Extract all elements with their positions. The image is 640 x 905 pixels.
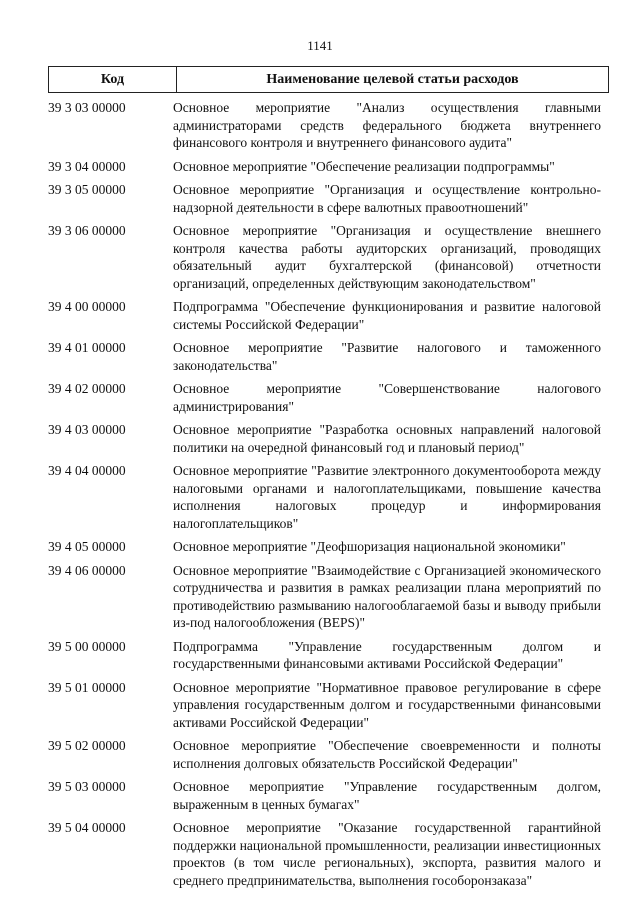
row-code: 39 5 02 00000 bbox=[48, 738, 126, 753]
name-column-header: Наименование целевой статьи расходов bbox=[266, 71, 519, 87]
table-row bbox=[48, 222, 609, 292]
row-code: 39 3 06 00000 bbox=[48, 223, 126, 238]
table-row bbox=[48, 538, 609, 556]
table-row bbox=[48, 298, 609, 333]
row-name: Основное мероприятие "Управление государственным долгом, выраженным в ценных бумагах" bbox=[173, 779, 601, 812]
row-name: Основное мероприятие "Обеспечение реализации подпрограммы" bbox=[173, 158, 555, 174]
row-name: Основное мероприятие "Деофшоризация национальной экономики" bbox=[173, 539, 566, 554]
table-row bbox=[48, 99, 609, 152]
table-row bbox=[48, 638, 609, 673]
row-code: 39 4 00 00000 bbox=[48, 299, 126, 314]
row-name: Подпрограмма "Обеспечение функционирования и развитие налоговой системы Российской Федерации" bbox=[173, 299, 601, 332]
row-code: 39 3 05 00000 bbox=[48, 182, 126, 197]
row-code: 39 5 01 00000 bbox=[48, 679, 126, 695]
row-code: 39 4 05 00000 bbox=[48, 539, 126, 554]
row-name: Основное мероприятие "Разработка основных направлений налоговой политики на очередной финансовый год и плановый период" bbox=[173, 422, 601, 455]
row-name: Основное мероприятие "Нормативное правовое регулирование в сфере управления государственным долгом и государственными финансовыми активами Российской Федерации" bbox=[173, 679, 601, 730]
table-row bbox=[48, 380, 609, 415]
row-code: 39 4 03 00000 bbox=[48, 422, 126, 437]
row-name: Основное мероприятие "Взаимодействие с Организацией экономического сотрудничества и развития в рамках реализации плана мероприятий по противодействию размыванию налогооблагаемой базы и выводу прибыли из-под налогообложения (BEPS)" bbox=[173, 562, 601, 630]
row-name: Основное мероприятие "Развитие электронного документооборота между налоговыми органами и налогоплательщиками, повышение качества исполнения налоговых процедур и информирования налогоплательщиков" bbox=[173, 463, 601, 531]
row-code: 39 4 01 00000 bbox=[48, 340, 126, 355]
table-row bbox=[48, 339, 609, 374]
row-code: 39 3 03 00000 bbox=[48, 100, 126, 115]
row-name: Подпрограмма "Управление государственным долгом и государственными финансовыми активами Российской Федерации" bbox=[173, 638, 601, 671]
row-code: 39 4 06 00000 bbox=[48, 562, 126, 578]
table-row bbox=[48, 819, 609, 889]
code-column-header: Код bbox=[49, 67, 177, 92]
table-row bbox=[48, 158, 609, 176]
row-name: Основное мероприятие "Организация и осуществление контрольно-надзорной деятельности в сфере валютных правоотношений" bbox=[173, 182, 601, 215]
row-name: Основное мероприятие "Обеспечение своевременности и полноты исполнения долговых обязательств Российской Федерации" bbox=[173, 738, 601, 771]
row-name: Основное мероприятие "Анализ осуществления главными администраторами средств федерального бюджета внутреннего финансового контроля и внутреннего финансового аудита" bbox=[173, 100, 601, 150]
table-row bbox=[48, 679, 609, 732]
table-row bbox=[48, 778, 609, 813]
row-name: Основное мероприятие "Развитие налогового и таможенного законодательства" bbox=[173, 340, 601, 373]
row-code: 39 4 04 00000 bbox=[48, 463, 126, 478]
page-number: 1141 bbox=[307, 38, 333, 53]
row-name: Основное мероприятие "Оказание государственной гарантийной поддержки национальной промышленности, реализации инвестиционных проектов (в том числе региональных), экспорта, развития малого и среднего предпринимательства, выполнения гособоронзаказа" bbox=[173, 820, 601, 888]
row-name: Основное мероприятие "Совершенствование налогового администрирования" bbox=[173, 381, 601, 414]
row-name: Основное мероприятие "Организация и осуществление внешнего контроля качества работы аудиторских организаций, проводящих обязательный аудит бухгалтерской (финансовой) отчетности организаций, определенных действующим законодательством" bbox=[173, 223, 601, 291]
table-header bbox=[48, 66, 609, 93]
table-row bbox=[48, 737, 609, 772]
row-code: 39 5 04 00000 bbox=[48, 820, 126, 835]
row-code: 39 5 00 00000 bbox=[48, 638, 126, 654]
row-code: 39 4 02 00000 bbox=[48, 381, 126, 396]
table-row bbox=[48, 181, 609, 216]
table-row bbox=[48, 462, 609, 532]
row-code: 39 3 04 00000 bbox=[48, 158, 126, 174]
row-code: 39 5 03 00000 bbox=[48, 779, 126, 794]
table-row bbox=[48, 421, 609, 456]
table-body bbox=[48, 99, 609, 895]
table-row bbox=[48, 562, 609, 632]
